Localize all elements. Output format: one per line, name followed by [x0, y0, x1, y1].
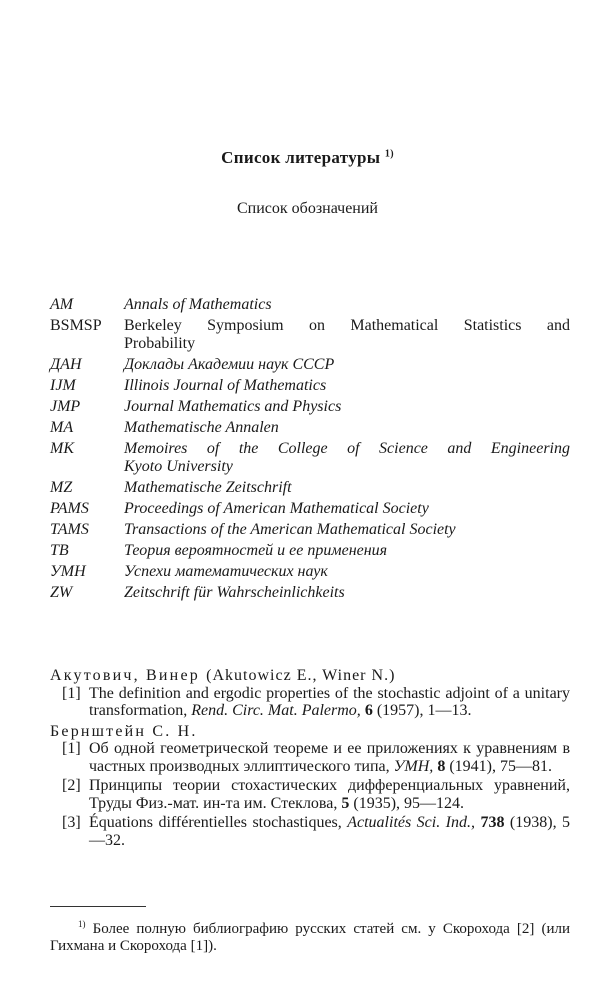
page-title-text: Список литературы	[221, 148, 381, 167]
abbreviation-key: JMP	[50, 398, 81, 415]
reference-volume: 738	[480, 814, 505, 831]
abbreviation-key: MK	[50, 440, 74, 457]
abbreviation-row	[50, 356, 570, 374]
reference-year-pages: (1935), 95—124.	[353, 794, 465, 812]
reference-author	[50, 667, 570, 685]
abbreviation-value: Теория вероятностей и ее применения	[124, 542, 388, 559]
abbreviation-value: Proceedings of American Mathematical Society	[124, 500, 429, 517]
abbreviation-row	[50, 419, 570, 437]
reference-journal: УМН,	[393, 757, 434, 775]
reference-text	[89, 777, 570, 812]
abbreviation-value: Zeitschrift für Wahrscheinlichkeits	[124, 584, 345, 601]
reference-year-pages: (1957), 1—13.	[376, 702, 472, 719]
abbreviation-row	[50, 521, 570, 539]
abbreviation-key: BSMSP	[50, 317, 102, 334]
abbreviation-key: IJM	[50, 377, 76, 394]
reference-author: Бернштейн С. Н.	[50, 722, 198, 740]
reference-volume: 8	[437, 757, 446, 775]
reference-text	[89, 814, 570, 849]
abbreviation-row	[50, 563, 570, 581]
abbreviations-list	[50, 296, 570, 605]
reference-entry	[62, 814, 570, 849]
abbreviation-row	[50, 479, 570, 497]
abbreviation-key: ZW	[50, 584, 73, 601]
reference-number: [2]	[62, 777, 81, 794]
abbreviation-row	[50, 296, 570, 314]
abbreviation-key: MZ	[50, 479, 73, 496]
reference-text	[89, 740, 570, 775]
abbreviation-value-line1: Berkeley Symposium on Mathematical Statistics and	[124, 317, 570, 334]
abbreviation-value	[124, 440, 570, 476]
author-name: Акутович, Винер	[50, 667, 200, 684]
abbreviation-row	[50, 500, 570, 518]
abbreviation-row	[50, 440, 570, 476]
abbreviation-value: Успехи математических наук	[124, 563, 328, 580]
references-list	[50, 664, 570, 851]
footnote	[50, 916, 570, 955]
reference-entry	[62, 740, 570, 775]
abbreviation-row	[50, 584, 570, 602]
reference-number: [1]	[62, 684, 81, 702]
abbreviation-key: MA	[50, 419, 74, 436]
section-subtitle: Список обозначений	[237, 200, 378, 217]
abbreviation-value: Annals of Mathematics	[124, 296, 272, 313]
abbreviation-value-line1: Memoires of the College of Science and Engineering	[124, 440, 570, 457]
reference-year-pages: (1938), 5—32.	[89, 814, 571, 849]
reference-volume: 5	[341, 794, 350, 812]
author-name-latin: (Akutowicz E., Winer N.)	[206, 667, 396, 684]
reference-volume: 6	[364, 702, 373, 719]
abbreviation-row	[50, 377, 570, 395]
reference-title: Принципы теории стохастических дифференциальных уравнений, Труды Физ.-мат. ин-та им. Стеклова,	[89, 777, 570, 812]
reference-title: Об одной геометрической теореме и ее приложениях к уравнениям в частных производных эллиптического типа,	[89, 740, 570, 775]
reference-number: [3]	[62, 814, 81, 831]
abbreviation-value: Illinois Journal of Mathematics	[124, 377, 327, 394]
reference-journal: Actualités Sci. Ind.,	[347, 814, 475, 831]
title-footnote-mark: 1)	[384, 148, 394, 160]
page-title	[0, 148, 615, 168]
abbreviation-value: Journal Mathematics and Physics	[124, 398, 342, 415]
abbreviation-key: УМН	[50, 563, 86, 580]
abbreviation-key: ДАН	[50, 356, 82, 373]
reference-entry	[62, 777, 570, 812]
abbreviation-value-line2: Kyoto University	[124, 458, 233, 475]
abbreviation-row	[50, 542, 570, 560]
abbreviation-value: Mathematische Zeitschrift	[124, 479, 292, 496]
reference-number: [1]	[62, 740, 81, 757]
abbreviation-row	[50, 317, 570, 353]
footnote-divider	[50, 906, 146, 907]
abbreviation-value	[124, 317, 570, 353]
abbreviation-key: AM	[50, 296, 74, 313]
footnote-text: Более полную библиографию русских статей см. у Скорохода [2] (или Гихмана и Скорохода [1]).	[50, 921, 571, 954]
abbreviation-value: Доклады Академии наук СССР	[124, 356, 335, 373]
reference-entry	[62, 685, 570, 720]
abbreviation-key: TB	[50, 542, 69, 559]
reference-journal: Rend. Circ. Mat. Palermo,	[191, 702, 361, 719]
abbreviation-value: Transactions of the American Mathematical Society	[124, 521, 456, 538]
footnote-mark: 1)	[78, 919, 86, 929]
abbreviation-key: TAMS	[50, 521, 89, 538]
abbreviation-value: Mathematische Annalen	[124, 419, 279, 436]
reference-year-pages: (1941), 75—81.	[449, 757, 552, 775]
abbreviation-row	[50, 398, 570, 416]
reference-text	[89, 685, 570, 720]
reference-title: Équations différentielles stochastiques,	[89, 814, 342, 831]
abbreviation-value-line2: Probability	[124, 335, 196, 352]
abbreviation-key: PAMS	[50, 500, 89, 517]
reference-title: The definition and ergodic properties of the stochastic adjoint of a unitary transformation,	[89, 684, 570, 719]
